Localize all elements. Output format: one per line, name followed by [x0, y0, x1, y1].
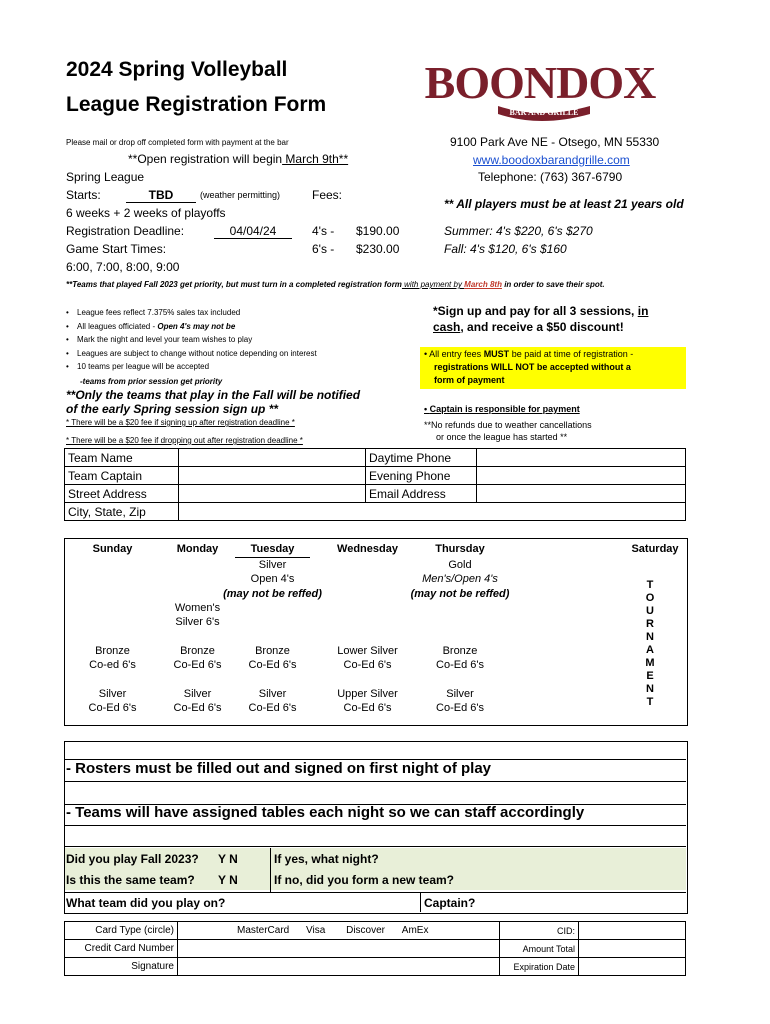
team-info-form	[64, 448, 686, 521]
league-option-line: Silver	[183, 688, 212, 700]
tournament-letter: E	[646, 670, 654, 682]
fee-4s-label: 4's -	[312, 224, 335, 238]
refund-line-1: **No refunds due to weather cancellations	[424, 420, 592, 430]
league-option-line: Bronze	[442, 645, 478, 657]
card-visa[interactable]: Visa	[306, 925, 326, 936]
fall-notify-2: of the early Spring session sign up **	[66, 402, 279, 416]
cid-field[interactable]	[579, 922, 686, 940]
weather-note: (weather permitting)	[200, 190, 281, 200]
cid-label: CID:	[500, 922, 579, 940]
email-address-label: Email Address	[366, 485, 477, 503]
tuesday-silver[interactable]: Silver	[258, 559, 287, 571]
monday-womens[interactable]: Women's	[174, 602, 221, 614]
thursday-gold[interactable]: Gold	[448, 559, 472, 571]
tuesday-not-reffed: (may not be reffed)	[223, 588, 322, 600]
weeks: 6 weeks + 2 weeks of playoffs	[66, 206, 226, 220]
team-name-label: Team Name	[65, 449, 179, 467]
monday-silver-6s[interactable]: Silver 6's	[175, 616, 220, 628]
priority-note	[66, 280, 605, 289]
card-type-options[interactable]	[178, 922, 500, 940]
discount-prefix: *Sign up and pay for all 3 sessions,	[433, 304, 638, 318]
q-fall-2023-yn[interactable]: Y N	[218, 852, 238, 866]
entry-fee-suffix: be paid at time of registration -	[509, 349, 634, 359]
daytime-phone-label: Daytime Phone	[366, 449, 477, 467]
league-option-line: Co-ed 6's	[89, 659, 136, 671]
summer-fees: Summer: 4's $220, 6's $270	[444, 224, 593, 238]
league-option[interactable]	[320, 644, 415, 672]
bullet-item: • 10 teams per league will be accepted	[66, 362, 317, 376]
entry-fee-line-1: • All entry fees MUST be paid at time of registration -	[424, 349, 634, 359]
entry-fee-line-2: registrations WILL NOT be accepted without a	[434, 362, 631, 372]
team-captain-field[interactable]	[179, 467, 366, 485]
league-option-line: Co-Ed 6's	[343, 702, 392, 714]
league-option-line: Upper Silver	[337, 688, 398, 700]
blank-row	[64, 741, 686, 760]
league-option-line: Co-Ed 6's	[248, 702, 297, 714]
q-new-team: If no, did you form a new team?	[274, 873, 455, 887]
league-option[interactable]	[410, 644, 510, 672]
league-option-line: Silver	[98, 688, 127, 700]
discount-suffix: , and receive a $50 discount!	[460, 320, 624, 334]
league-option-line: Silver	[446, 688, 474, 700]
expiration-date-label: Expiration Date	[500, 958, 579, 976]
tournament-letter: T	[646, 579, 654, 591]
q-fall-2023: Did you play Fall 2023?	[66, 852, 199, 866]
fee-late-signup: * There will be a $20 fee if signing up after registration deadline *	[66, 418, 295, 427]
league-option-line: Co-Ed 6's	[173, 659, 222, 671]
league-option[interactable]	[320, 687, 415, 715]
signature-field[interactable]	[178, 958, 500, 976]
discount-line-1	[433, 304, 648, 318]
priority-prefix: **Teams that played Fall 2023 get priority, but must turn in a completed registration form	[66, 280, 402, 289]
fee-4s: $190.00	[356, 224, 400, 238]
question-col-divider	[270, 848, 272, 892]
starts-value: TBD	[126, 188, 196, 203]
fall-notify-1: **Only the teams that play in the Fall will be notified	[66, 388, 361, 402]
q-same-team-yn[interactable]: Y N	[218, 873, 238, 887]
deadline-label: Registration Deadline:	[66, 224, 185, 238]
city-state-zip-label: City, State, Zip	[65, 503, 179, 521]
entry-fee-line-3: form of payment	[434, 375, 505, 385]
website-link[interactable]: www.boodoxbarandgrille.com	[473, 153, 630, 167]
day-tuesday: Tuesday	[250, 543, 295, 555]
q-what-night: If yes, what night?	[274, 852, 379, 866]
league-option-line: Lower Silver	[337, 645, 398, 657]
league-option[interactable]	[65, 644, 160, 672]
refund-line-2: or once the league has started **	[436, 432, 568, 442]
bullet-item	[66, 322, 317, 336]
payment-form	[64, 921, 686, 976]
tournament-letter: M	[645, 657, 655, 669]
league-option-line: Silver	[258, 688, 287, 700]
card-mastercard[interactable]: MasterCard	[237, 925, 290, 936]
league-option-line: Co-Ed 6's	[88, 702, 137, 714]
open-reg-prefix: **Open registration will begin	[128, 152, 283, 166]
tuesday-open-4s[interactable]: Open 4's	[250, 573, 295, 585]
priority-suffix: in order to save their spot.	[501, 280, 605, 289]
bullet-item: • Leagues are subject to change without notice depending on interest	[66, 349, 317, 363]
entry-fee-prefix: All entry fees	[429, 349, 484, 359]
entry-fee-must: MUST	[483, 349, 510, 359]
tournament-letter: A	[646, 644, 654, 656]
league-option-line: Bronze	[255, 645, 290, 657]
captain-col-divider	[420, 892, 422, 912]
discount-line-2	[433, 320, 624, 334]
captain-note-text: Captain is responsible for payment	[429, 404, 580, 414]
league-calendar	[64, 538, 688, 726]
tournament-letter: N	[646, 631, 654, 643]
tournament-letter: T	[646, 696, 654, 708]
league-option-line: Co-Ed 6's	[248, 659, 297, 671]
team-captain-label: Team Captain	[65, 467, 179, 485]
logo-sub: BAR AND GRILLE	[509, 108, 579, 117]
blank-row	[64, 825, 686, 847]
day-saturday: Saturday	[631, 543, 679, 555]
q-what-team: What team did you play on?	[66, 896, 226, 910]
starts-label: Starts:	[66, 188, 101, 202]
amount-total-field[interactable]	[579, 940, 686, 958]
day-monday: Monday	[176, 543, 219, 555]
tournament-letter: R	[646, 618, 654, 630]
title-line-2: League Registration Form	[66, 93, 327, 116]
street-address-field[interactable]	[179, 485, 366, 503]
day-sunday: Sunday	[92, 543, 133, 555]
bullet-item: • League fees reflect 7.375% sales tax included	[66, 308, 317, 322]
evening-phone-label: Evening Phone	[366, 467, 477, 485]
open-reg-date: March 9th**	[282, 152, 349, 166]
q-captain: Captain?	[424, 896, 476, 910]
daytime-phone-field[interactable]	[477, 449, 686, 467]
street-address-label: Street Address	[65, 485, 179, 503]
league-option-line: Bronze	[180, 645, 215, 657]
boondox-logo	[424, 50, 656, 130]
fees-label: Fees:	[312, 188, 343, 202]
credit-card-label: Credit Card Number	[65, 940, 178, 958]
league-option-line: Co-Ed 6's	[343, 659, 392, 671]
priority-date: March 8th	[464, 280, 502, 289]
card-type-label: Card Type (circle)	[65, 922, 178, 940]
game-times: 6:00, 7:00, 8:00, 9:00	[66, 260, 180, 274]
deadline-value: 04/04/24	[214, 224, 292, 239]
q-same-team: Is this the same team?	[66, 873, 195, 887]
day-thursday: Thursday	[435, 543, 485, 555]
captain-note: • Captain is responsible for payment	[424, 404, 580, 414]
league-option-line: Bronze	[95, 645, 130, 657]
credit-card-field[interactable]	[178, 940, 500, 958]
telephone: Telephone: (763) 367-6790	[478, 170, 623, 184]
day-wednesday: Wednesday	[337, 543, 398, 555]
bullet-officiated: All leagues officiated -	[77, 321, 158, 331]
tournament-letter: N	[646, 683, 654, 695]
discount-in: in	[637, 304, 649, 318]
league-option[interactable]	[410, 687, 510, 715]
age-note: ** All players must be at least 21 years old	[444, 197, 684, 211]
evening-phone-field[interactable]	[477, 467, 686, 485]
league-option[interactable]	[235, 644, 310, 672]
league-option[interactable]	[160, 644, 235, 672]
fee-6s-label: 6's -	[312, 242, 335, 256]
bullet-item: • Mark the night and level your team wishes to play	[66, 335, 317, 349]
logo-word: BOONDOX	[424, 57, 656, 108]
mail-note: Please mail or drop off completed form with payment at the bar	[66, 138, 289, 147]
discount-cash: cash	[433, 320, 461, 334]
city-state-zip-field[interactable]	[179, 503, 686, 521]
title-line-1: 2024 Spring Volleyball	[66, 58, 288, 81]
team-name-field[interactable]	[179, 449, 366, 467]
bullet-officiated-suffix: Open 4's may not be	[157, 321, 236, 331]
league-option[interactable]	[65, 687, 160, 715]
signature-label: Signature	[65, 958, 178, 976]
amount-total-label: Amount Total	[500, 940, 579, 958]
card-amex[interactable]: AmEx	[401, 925, 429, 936]
open-registration	[128, 152, 348, 166]
tournament-letter: U	[646, 605, 654, 617]
season: Spring League	[66, 170, 145, 184]
fee-dropout: * There will be a $20 fee if dropping out after registration deadline *	[66, 436, 303, 445]
league-option-line: Co-Ed 6's	[173, 702, 222, 714]
expiration-date-field[interactable]	[579, 958, 686, 976]
tables-note: - Teams will have assigned tables each night so we can staff accordingly	[66, 804, 585, 821]
league-option[interactable]	[235, 687, 310, 715]
league-option-line: Co-Ed 6's	[436, 659, 484, 671]
address: 9100 Park Ave NE - Otsego, MN 55330	[450, 135, 660, 149]
fee-6s: $230.00	[356, 242, 400, 256]
thursday-not-reffed: (may not be reffed)	[410, 588, 510, 600]
blank-row	[64, 781, 686, 805]
tournament-letter: O	[645, 592, 655, 604]
prior-session: -teams from prior session get priority	[80, 377, 223, 386]
fall-fees: Fall: 4's $120, 6's $160	[444, 242, 567, 256]
email-address-field[interactable]	[477, 485, 686, 503]
priority-middle: with payment by	[401, 280, 465, 289]
saturday-tournament	[635, 579, 665, 709]
thursday-mens-open-4s[interactable]: Men's/Open 4's	[422, 573, 498, 585]
info-bullets	[66, 308, 317, 376]
card-discover[interactable]: Discover	[346, 925, 385, 936]
game-times-label: Game Start Times:	[66, 242, 167, 256]
league-option-line: Co-Ed 6's	[436, 702, 484, 714]
rosters-note: - Rosters must be filled out and signed on first night of play	[66, 760, 492, 777]
league-option[interactable]	[160, 687, 235, 715]
